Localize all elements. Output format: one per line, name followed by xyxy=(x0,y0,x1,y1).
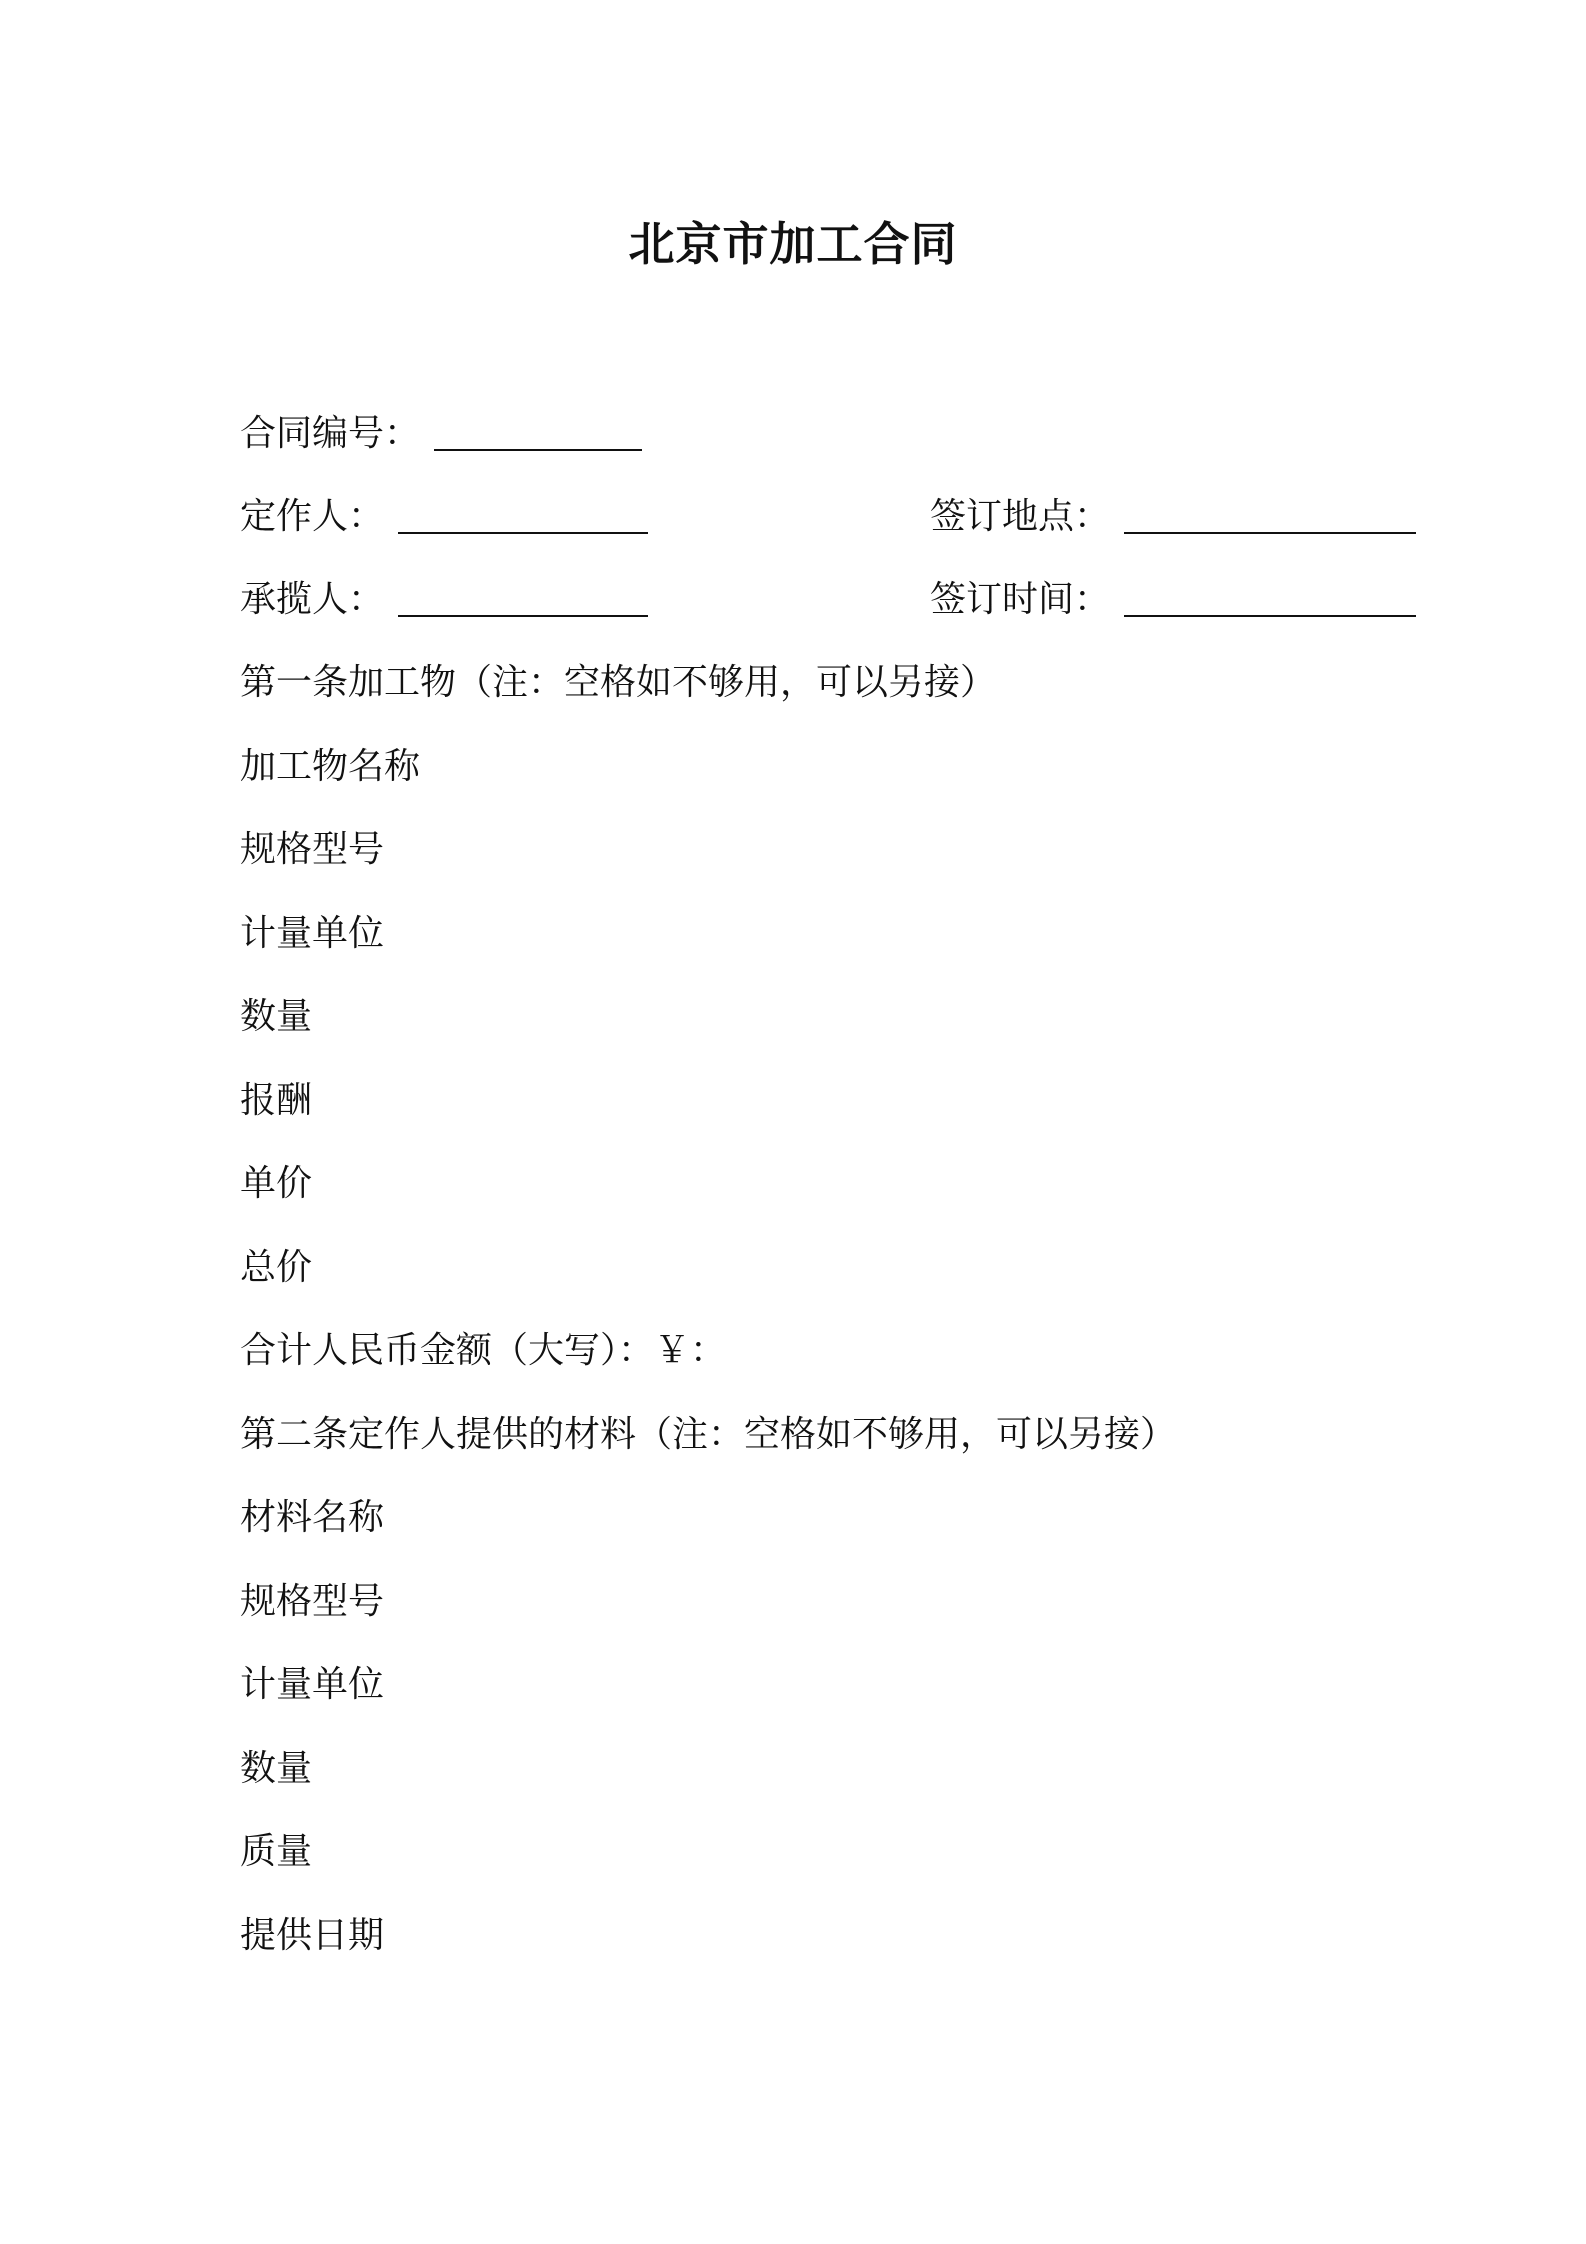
sign-place-field xyxy=(930,493,1416,541)
article-2-item: 计量单位 xyxy=(240,1664,385,1705)
article-1-heading: 第一条加工物（注：空格如不够用，可以另接） xyxy=(240,662,997,703)
article-1-item: 总价 xyxy=(240,1247,313,1288)
article-1-item: 数量 xyxy=(240,996,313,1037)
article-2-item: 提供日期 xyxy=(240,1915,385,1956)
article-2-item: 数量 xyxy=(240,1748,313,1789)
contractor-field xyxy=(240,576,648,624)
orderer-blank[interactable] xyxy=(398,496,648,534)
document-title: 北京市加工合同 xyxy=(628,217,958,271)
sign-time-blank[interactable] xyxy=(1124,579,1416,617)
contract-number-blank[interactable] xyxy=(434,413,642,451)
total-rmb-line: 合计人民币金额（大写）：￥： xyxy=(240,1330,727,1371)
sign-place-label: 签订地点： xyxy=(930,496,1111,537)
article-1-item: 加工物名称 xyxy=(240,746,421,787)
article-1-item: 报酬 xyxy=(240,1080,313,1121)
orderer-line xyxy=(240,493,1340,541)
article-1-item: 单价 xyxy=(240,1163,313,1204)
contractor-line xyxy=(240,576,1340,624)
article-1-item: 计量单位 xyxy=(240,913,385,954)
orderer-label: 定作人： xyxy=(240,496,385,537)
contract-number-label: 合同编号： xyxy=(240,413,421,454)
article-2-item: 材料名称 xyxy=(240,1497,385,1538)
article-1-item: 规格型号 xyxy=(240,829,385,870)
orderer-field xyxy=(240,493,648,541)
contractor-blank[interactable] xyxy=(398,579,648,617)
sign-time-field xyxy=(930,576,1416,624)
sign-place-blank[interactable] xyxy=(1124,496,1416,534)
article-2-item: 质量 xyxy=(240,1831,313,1872)
sign-time-label: 签订时间： xyxy=(930,579,1111,620)
contractor-label: 承揽人： xyxy=(240,579,385,620)
contract-number-line xyxy=(240,410,642,458)
article-2-heading: 第二条定作人提供的材料（注：空格如不够用，可以另接） xyxy=(240,1414,1177,1455)
article-2-item: 规格型号 xyxy=(240,1581,385,1622)
